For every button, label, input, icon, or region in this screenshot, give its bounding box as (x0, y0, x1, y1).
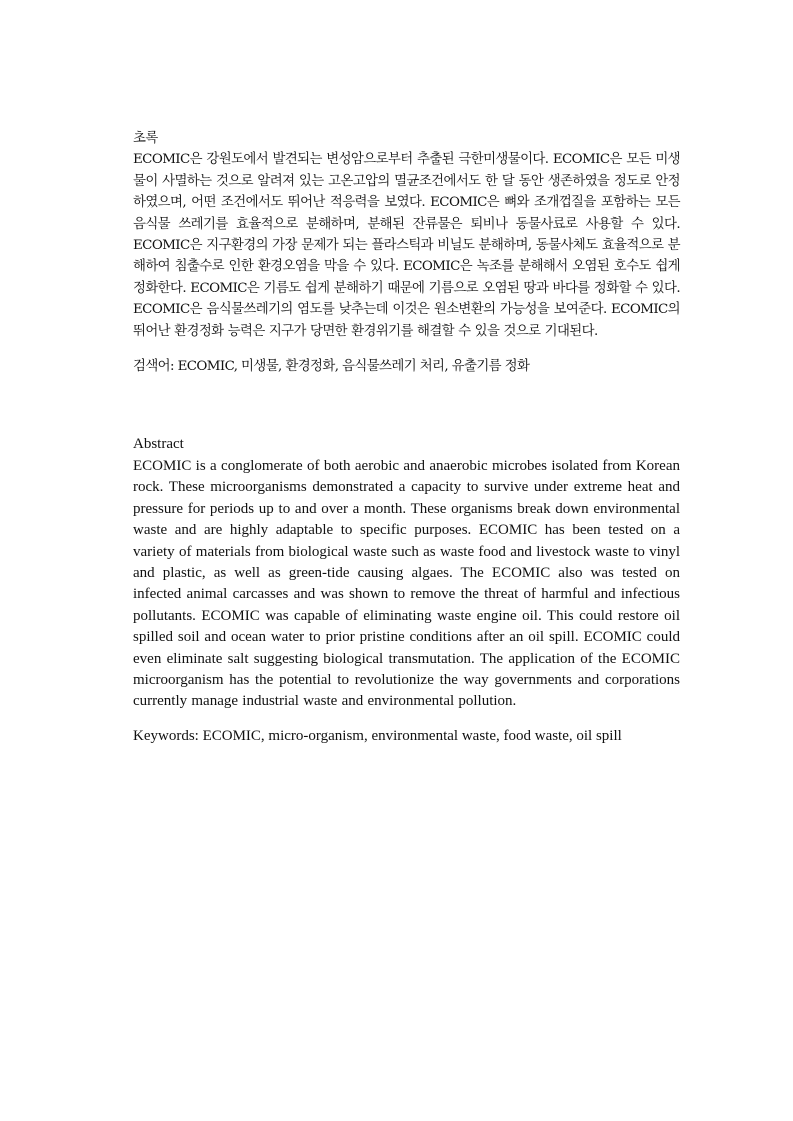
document-page (133, 128, 680, 747)
english-keywords: Keywords: ECOMIC, micro-organism, environmental waste, food waste, oil spill (133, 727, 622, 744)
korean-abstract-section (133, 128, 680, 377)
korean-abstract-body: ECOMIC은 강원도에서 발견되는 변성암으로부터 추출된 극한미생물이다. ECOMIC은 모든 미생물이 사멸하는 것으로 알려져 있는 고온고압의 멸균조건에서도 한 달 동안 생존하였을 정도로 안정하였으며, 어떤 조건에서도 뛰어난 적응력을 보였다. ECOMIC은 뼈와 조개껍질을 포함하는 모든 음식물 쓰레기를 효율적으로 분해하며, 분해된 잔류물은 퇴비나 동물사료로 사용할 수 있다. ECOMIC은 지구환경의 가장 문제가 되는 플라스틱과 비닐도 분해하며, 동물사체도 효율적으로 분해하여 침출수로 인한 환경오염을 막을 수 있다. ECOMIC은 녹조를 분해해서 오염된 호수도 쉽게 정화한다. ECOMIC은 기름도 쉽게 분해하기 때문에 기름으로 오염된 땅과 바다를 정화할 수 있다. ECOMIC은 음식물쓰레기의 염도를 낮추는데 이것은 원소변환의 가능성을 보여준다. ECOMIC의 뛰어난 환경정화 능력은 지구가 당면한 환경위기를 해결할 수 있을 것으로 기대된다. (133, 152, 680, 339)
english-abstract-body: ECOMIC is a conglomerate of both aerobic and anaerobic microbes isolated from Korean rock. These microorganisms demonstrated a capacity to survive under extreme heat and pressure for periods up to and over a month. These organisms break down environmental waste and are highly adaptable to specific purposes. ECOMIC has been tested on a variety of materials from biological waste such as waste food and livestock waste to vinyl and plastic, as well as green-tide causing algaes. The ECOMIC also was tested on infected animal carcasses and was shown to remove the threat of harmful and infectious pollutants. ECOMIC was capable of eliminating waste engine oil. This could restore oil spilled soil and ocean water to prior pristine conditions after an oil spill. ECOMIC could even eliminate salt suggesting biological transmutation. The application of the ECOMIC microorganism has the potential to revolutionize the way governments and corporations currently manage industrial waste and environmental pollution. (133, 457, 680, 710)
english-abstract-heading: Abstract (133, 436, 184, 453)
english-abstract-section (133, 434, 680, 747)
korean-keywords: 검색어: ECOMIC, 미생물, 환경정화, 음식물쓰레기 처리, 유출기름 정화 (133, 359, 530, 375)
korean-abstract-heading: 초록 (133, 131, 158, 146)
